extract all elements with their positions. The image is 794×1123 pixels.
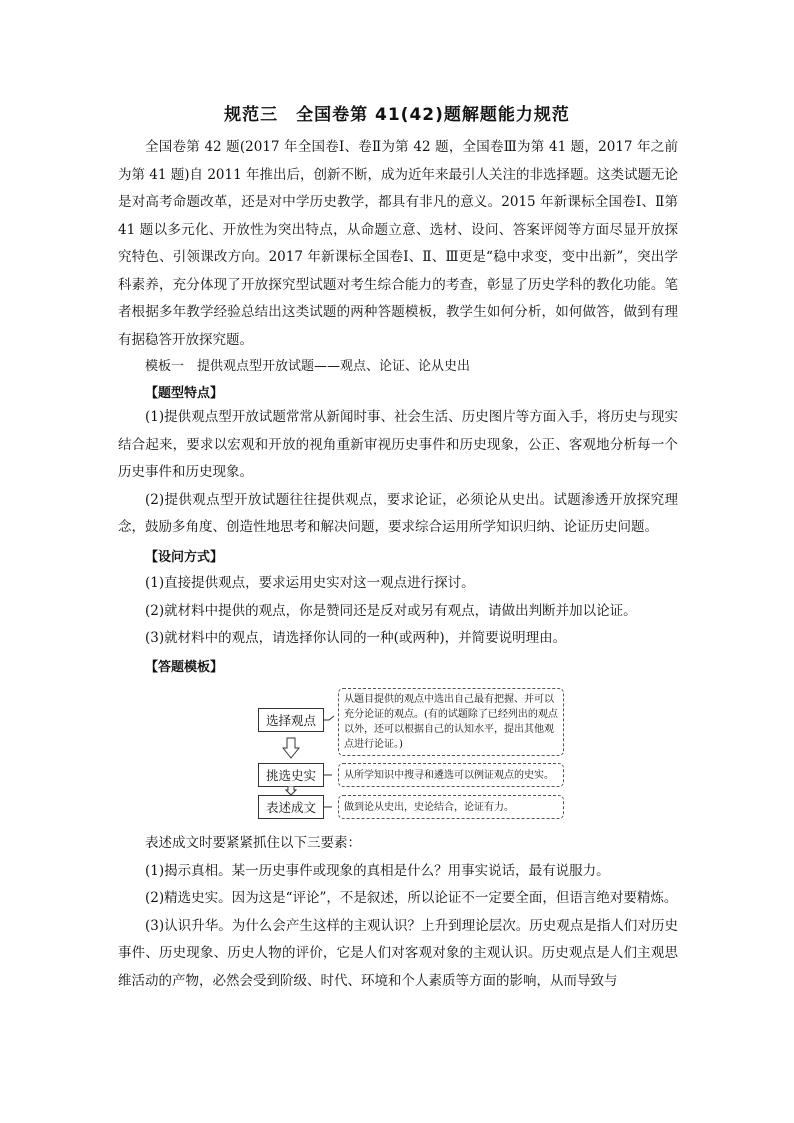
after-intro: 表述成文时要紧紧抓住以下三要素： [145, 835, 361, 851]
flow-step-select-facts: 挑选史实 [258, 763, 324, 787]
question-heading: 【设问方式】 [145, 550, 224, 565]
arrow-down-icon [285, 786, 297, 796]
question-item-1: (1)直接提供观点，要求运用史实对这一观点进行探讨。 [145, 575, 475, 591]
questions-section [118, 570, 678, 653]
element-item-1: (1)揭示真相。某一历史事件或现象的真相是什么？用事实说话，最有说服力。 [145, 862, 610, 879]
flow-step-write-essay: 表述成文 [258, 795, 324, 819]
flow-note-3: 做到论从史出，史论结合，论证有力。 [338, 795, 564, 819]
element-item-2: (2)精选史实。因为这是“评论”，不是叙述，所以论证不一定要全面，但语言绝对要精炼。 [145, 890, 678, 906]
answer-flowchart [255, 676, 567, 826]
arrow-down-icon [282, 737, 300, 759]
template1-heading: 模板一 提供观点型开放试题——观点、论证、论从史出 [145, 359, 471, 374]
element-item-3: (3)认识升华。为什么会产生这样的主观认识？上升到理论层次。历史观点是指人们对历史事件、历史现象、历史人物的评价，它是人们对客观对象的主观认识。历史观点是人们主观思维活动的产物，必然会受到阶级、时代、环境和个人素质等方面的影响，从而导致与 [118, 917, 678, 989]
after-section [118, 830, 678, 995]
features-section [118, 404, 678, 542]
answer-heading: 【答题模板】 [145, 660, 224, 675]
page-title: 规范三 全国卷第 41(42)题解题能力规范 [224, 105, 570, 125]
feature-item-2: (2)提供观点型开放试题往往提供观点，要求论证，必须论从史出。试题渗透开放探究理念，鼓励多角度、创造性地思考和解决问题，要求综合运用所学知识归纳、论证历史问题。 [118, 491, 678, 535]
flow-step-choose-viewpoint: 选择观点 [258, 708, 324, 732]
flow-note-1: 从题目提供的观点中选出自己最有把握、并可以充分论证的观点。(有的试题除了已经列出的观点以外，还可以根据自己的认知水平，提出其他观点进行论证。) [338, 688, 564, 756]
intro-paragraph [118, 134, 678, 354]
intro-text: 全国卷第 42 题(2017 年全国卷Ⅰ、卷Ⅱ为第 42 题，全国卷Ⅲ为第 41 题，2017 年之前为第 41 题)自 2011 年推出后，创新不断，成为近年来最引人关注的非选择题。这类试题无论是对高考命题改革，还是对中学历史教学，都具有非凡的意义。2015 年新课标全国卷Ⅰ、Ⅱ第 41 题以多元化、开放性为突出特点，从命题立意、选材、设问、答案评阅等方面尽显开放探究特色、引领课改方向。2017 年新课标全国卷Ⅰ、Ⅱ、Ⅲ更是“稳中求变，变中出新”，突出学科素养，充分体现了开放探究型试题对考生综合能力的考查，彰显了历史学科的教化功能。笔者根据多年教学经验总结出这类试题的两种答题模板，教学生如何分析，如何做答，做到有理有据稳答开放探究题。 [118, 139, 678, 348]
question-item-3: (3)就材料中的观点，请选择你认同的一种(或两种)，并简要说明理由。 [145, 630, 567, 646]
features-heading: 【题型特点】 [145, 386, 224, 401]
question-item-2: (2)就材料中提供的观点，你是赞同还是反对或另有观点，请做出判断并加以论证。 [145, 602, 637, 619]
flow-note-2: 从所学知识中搜寻和遴选可以例证观点的史实。 [338, 763, 564, 787]
feature-item-1: (1)提供观点型开放试题常常从新闻时事、社会生活、历史图片等方面入手，将历史与现实结合起来，要求以宏观和开放的视角重新审视历史事件和历史现象，公正、客观地分析每一个历史事件和历史现象。 [118, 409, 678, 480]
